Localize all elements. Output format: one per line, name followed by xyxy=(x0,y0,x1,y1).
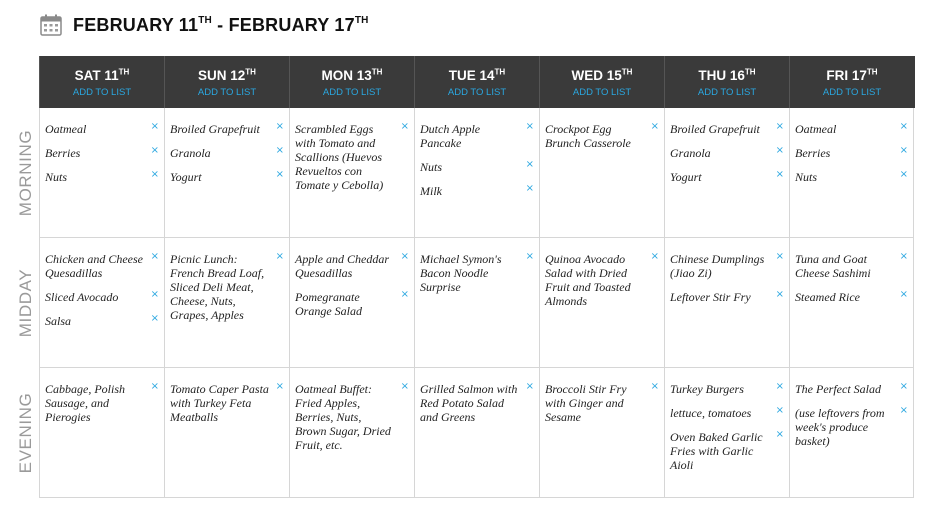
meal-item[interactable] xyxy=(670,382,783,396)
remove-icon[interactable]: × xyxy=(525,159,534,170)
meal-item[interactable] xyxy=(45,146,158,160)
meal-item-text: The Perfect Salad xyxy=(795,382,881,396)
meal-item[interactable] xyxy=(795,146,907,160)
remove-icon[interactable]: × xyxy=(400,121,409,132)
day-header-1 xyxy=(39,56,164,108)
remove-icon[interactable]: × xyxy=(400,381,409,392)
meal-item[interactable] xyxy=(45,290,158,304)
meal-item-text: Yogurt xyxy=(670,170,702,184)
meal-row-midday xyxy=(16,238,915,368)
meal-item[interactable] xyxy=(295,290,408,318)
meal-cell xyxy=(539,368,664,498)
remove-icon[interactable]: × xyxy=(899,121,908,132)
remove-icon[interactable]: × xyxy=(775,145,784,156)
remove-icon[interactable]: × xyxy=(275,169,284,180)
meal-item-text: Granola xyxy=(670,146,711,160)
meal-item[interactable] xyxy=(795,170,907,184)
meal-item-text: Chicken and Cheese Quesadillas xyxy=(45,252,143,280)
meal-item-text: Oatmeal xyxy=(45,122,87,136)
meal-cell xyxy=(164,368,289,498)
meal-planner xyxy=(16,56,915,513)
meal-cell xyxy=(664,108,789,238)
remove-icon[interactable]: × xyxy=(775,429,784,440)
meal-cell xyxy=(289,368,414,498)
day-header-5 xyxy=(539,56,664,108)
meal-item[interactable] xyxy=(420,382,533,424)
meal-item-text: Nuts xyxy=(420,160,443,174)
remove-icon[interactable]: × xyxy=(400,289,409,300)
meal-item-text: Steamed Rice xyxy=(795,290,860,304)
meal-cell xyxy=(289,108,414,238)
remove-icon[interactable]: × xyxy=(899,251,908,262)
meal-label: MORNING xyxy=(16,129,35,217)
remove-icon[interactable]: × xyxy=(150,313,159,324)
meal-cell xyxy=(39,368,164,498)
day-label: WED 15TH xyxy=(571,67,633,83)
remove-icon[interactable]: × xyxy=(775,381,784,392)
meal-cell xyxy=(164,238,289,368)
remove-icon[interactable]: × xyxy=(775,169,784,180)
remove-icon[interactable]: × xyxy=(150,381,159,392)
add-to-list-link[interactable]: ADD TO LIST xyxy=(572,87,632,98)
meal-item[interactable] xyxy=(420,160,533,174)
meal-item-text: Oven Baked Garlic Fries with Garlic Aioli xyxy=(670,430,763,472)
remove-icon[interactable]: × xyxy=(899,289,908,300)
meal-item[interactable] xyxy=(170,170,283,184)
remove-icon[interactable]: × xyxy=(275,381,284,392)
add-to-list-link[interactable]: ADD TO LIST xyxy=(822,87,882,98)
meal-item[interactable] xyxy=(795,290,907,304)
remove-icon[interactable]: × xyxy=(899,405,908,416)
meal-item-text: Turkey Burgers xyxy=(670,382,744,396)
meal-item[interactable] xyxy=(795,122,907,136)
meal-item-text: Sliced Avocado xyxy=(45,290,119,304)
meal-row-morning xyxy=(16,108,915,238)
meal-item[interactable] xyxy=(170,146,283,160)
meal-cell xyxy=(39,108,164,238)
meal-item-text: Grilled Salmon with Red Potato Salad and Greens xyxy=(420,382,518,424)
day-header-2 xyxy=(164,56,289,108)
page-title: FEBRUARY 11TH - FEBRUARY 17TH xyxy=(73,14,369,35)
meal-item[interactable] xyxy=(670,170,783,184)
day-label: MON 13TH xyxy=(321,67,383,83)
remove-icon[interactable]: × xyxy=(275,145,284,156)
remove-icon[interactable]: × xyxy=(650,381,659,392)
meal-item-text: Scrambled Eggs with Tomato and Scallions (Huevos Revueltos con Tomate y Cebolla) xyxy=(295,122,384,192)
remove-icon[interactable]: × xyxy=(400,251,409,262)
meal-item-text: Tomato Caper Pasta with Turkey Feta Meatballs xyxy=(170,382,269,424)
meal-cell xyxy=(289,238,414,368)
day-header-4 xyxy=(414,56,539,108)
remove-icon[interactable]: × xyxy=(650,121,659,132)
meal-item-text: (use leftovers from week's produce basket) xyxy=(795,406,885,448)
calendar-icon xyxy=(40,14,62,36)
meal-cell xyxy=(539,108,664,238)
meal-item[interactable] xyxy=(545,122,658,150)
meal-item[interactable] xyxy=(795,382,907,396)
meal-item-text: Cabbage, Polish Sausage, and Pierogies xyxy=(45,382,125,424)
meal-item-text: Chinese Dumplings (Jiao Zi) xyxy=(670,252,765,280)
meal-item[interactable] xyxy=(295,122,408,192)
day-header-3 xyxy=(289,56,414,108)
remove-icon[interactable]: × xyxy=(775,121,784,132)
remove-icon[interactable]: × xyxy=(775,289,784,300)
meal-item[interactable] xyxy=(420,252,533,294)
meal-cell xyxy=(789,368,914,498)
meal-item-text: Broccoli Stir Fry with Ginger and Sesame xyxy=(545,382,627,424)
meal-item[interactable] xyxy=(420,184,533,198)
remove-icon[interactable]: × xyxy=(650,251,659,262)
remove-icon[interactable]: × xyxy=(150,121,159,132)
meal-item[interactable] xyxy=(45,252,158,280)
day-header-7 xyxy=(789,56,914,108)
meal-item-text: Broiled Grapefruit xyxy=(170,122,260,136)
meal-item-text: Broiled Grapefruit xyxy=(670,122,760,136)
remove-icon[interactable]: × xyxy=(150,251,159,262)
remove-icon[interactable]: × xyxy=(150,289,159,300)
meal-item[interactable] xyxy=(795,252,907,280)
meal-item-text: Picnic Lunch: French Bread Loaf, Sliced Deli Meat, Cheese, Nuts, Grapes, Apples xyxy=(170,252,265,322)
remove-icon[interactable]: × xyxy=(775,251,784,262)
add-to-list-link[interactable]: ADD TO LIST xyxy=(322,87,382,98)
day-header-row xyxy=(39,56,915,108)
meal-item-text: Berries xyxy=(45,146,81,160)
meal-item-text: Berries xyxy=(795,146,831,160)
meal-item-text: Crockpot Egg Brunch Casserole xyxy=(545,122,631,150)
meal-label: EVENING xyxy=(16,392,35,474)
add-to-list-link[interactable]: ADD TO LIST xyxy=(197,87,257,98)
meal-item-text: Yogurt xyxy=(170,170,202,184)
remove-icon[interactable]: × xyxy=(899,169,908,180)
meal-item-text: Milk xyxy=(420,184,442,198)
meal-item-text: Leftover Stir Fry xyxy=(670,290,751,304)
meal-item[interactable] xyxy=(670,430,783,472)
meal-item-text: Oatmeal Buffet: Fried Apples, Berries, Nuts, Brown Sugar, Dried Fruit, etc. xyxy=(295,382,391,452)
meal-item[interactable] xyxy=(170,382,283,424)
meal-item-text: Tuna and Goat Cheese Sashimi xyxy=(795,252,871,280)
remove-icon[interactable]: × xyxy=(275,251,284,262)
meal-cell xyxy=(664,368,789,498)
meal-item-text: Pomegranate Orange Salad xyxy=(295,290,362,318)
meal-cell xyxy=(789,238,914,368)
meal-item[interactable] xyxy=(670,122,783,136)
meal-cell xyxy=(414,368,539,498)
meal-cell xyxy=(414,108,539,238)
day-label: SUN 12TH xyxy=(198,67,256,83)
day-label: THU 16TH xyxy=(698,67,756,83)
day-label: FRI 17TH xyxy=(826,67,878,83)
meal-cell xyxy=(39,238,164,368)
remove-icon[interactable]: × xyxy=(525,381,534,392)
remove-icon[interactable]: × xyxy=(150,145,159,156)
meal-item[interactable] xyxy=(45,122,158,136)
remove-icon[interactable]: × xyxy=(275,121,284,132)
meal-cell xyxy=(414,238,539,368)
title-bar xyxy=(40,11,369,39)
meal-cell xyxy=(539,238,664,368)
meal-item[interactable] xyxy=(420,122,533,150)
meal-label: MIDDAY xyxy=(16,268,35,338)
day-label: SAT 11TH xyxy=(74,67,130,83)
meal-cell xyxy=(664,238,789,368)
meal-item[interactable] xyxy=(795,406,907,448)
day-label: TUE 14TH xyxy=(448,67,506,83)
remove-icon[interactable]: × xyxy=(525,183,534,194)
add-to-list-link[interactable]: ADD TO LIST xyxy=(697,87,757,98)
meal-item-text: lettuce, tomatoes xyxy=(670,406,752,420)
remove-icon[interactable]: × xyxy=(775,405,784,416)
meal-item[interactable] xyxy=(670,406,783,420)
meal-item-text: Michael Symon's Bacon Noodle Surprise xyxy=(420,252,502,294)
meal-item[interactable] xyxy=(670,146,783,160)
meal-item[interactable] xyxy=(170,252,283,322)
meal-item[interactable] xyxy=(670,252,783,280)
meal-item[interactable] xyxy=(670,290,783,304)
meal-row-evening xyxy=(16,368,915,498)
meal-item-text: Oatmeal xyxy=(795,122,837,136)
meal-item-text: Quinoa Avocado Salad with Dried Fruit and Toasted Almonds xyxy=(545,252,631,308)
meal-cell xyxy=(164,108,289,238)
remove-icon[interactable]: × xyxy=(899,381,908,392)
meal-item[interactable] xyxy=(170,122,283,136)
add-to-list-link[interactable]: ADD TO LIST xyxy=(72,87,132,98)
remove-icon[interactable]: × xyxy=(899,145,908,156)
meal-cell xyxy=(789,108,914,238)
meal-item[interactable] xyxy=(295,382,408,452)
meal-item-text: Apple and Cheddar Quesadillas xyxy=(295,252,389,280)
remove-icon[interactable]: × xyxy=(150,169,159,180)
meal-item-text: Granola xyxy=(170,146,211,160)
meal-item[interactable] xyxy=(545,252,658,308)
meal-item[interactable] xyxy=(45,382,158,424)
meal-item-text: Nuts xyxy=(45,170,68,184)
meal-item[interactable] xyxy=(45,170,158,184)
meal-item[interactable] xyxy=(545,382,658,424)
add-to-list-link[interactable]: ADD TO LIST xyxy=(447,87,507,98)
meal-item-text: Salsa xyxy=(45,314,72,328)
meal-item-text: Nuts xyxy=(795,170,818,184)
day-header-6 xyxy=(664,56,789,108)
meal-item-text: Dutch Apple Pancake xyxy=(420,122,481,150)
remove-icon[interactable]: × xyxy=(525,121,534,132)
meal-item[interactable] xyxy=(45,314,158,328)
meal-item[interactable] xyxy=(295,252,408,280)
remove-icon[interactable]: × xyxy=(525,251,534,262)
